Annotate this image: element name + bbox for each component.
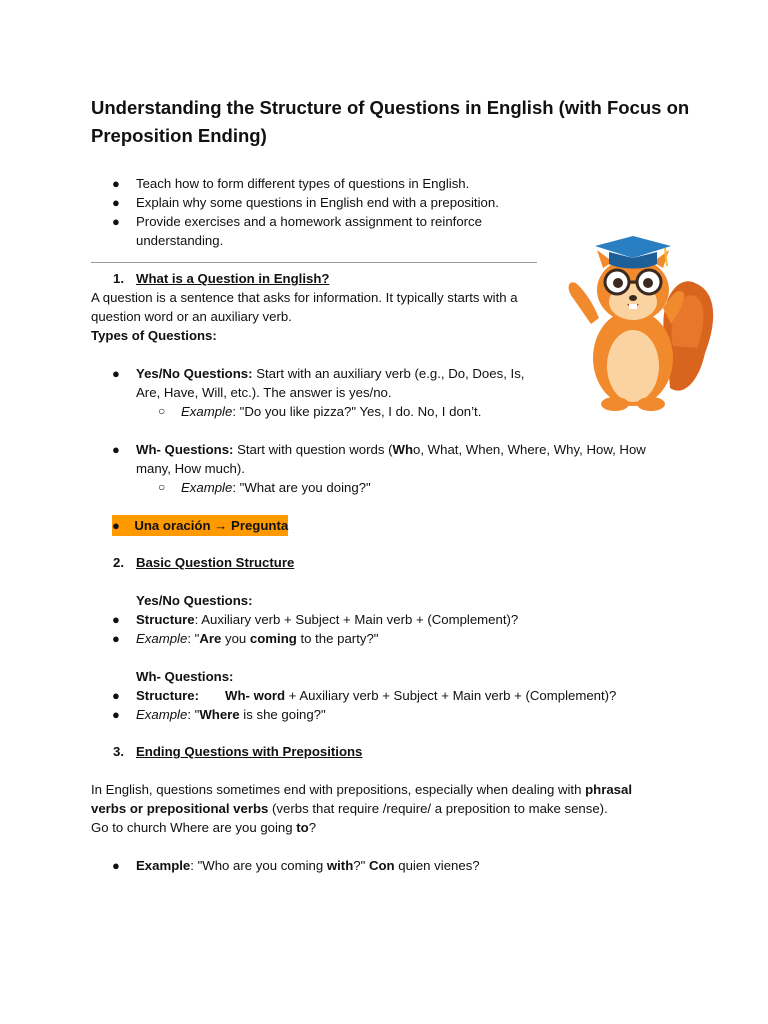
list-item: Example: "Are you coming to the party?": [136, 631, 379, 646]
subheading: Yes/No Questions:: [136, 593, 253, 608]
subheading: Wh- Questions:: [136, 669, 234, 684]
paragraph-line: Go to church Where are you going to?: [91, 820, 317, 835]
horizontal-divider: [91, 262, 537, 263]
bullet-icon: ●: [112, 631, 120, 646]
circle-bullet-icon: ○: [158, 404, 166, 418]
objective-item-continued: understanding.: [136, 233, 224, 248]
bullet-icon: ●: [112, 195, 120, 210]
objective-item: Teach how to form different types of questions in English.: [136, 176, 470, 191]
document-title: Understanding the Structure of Questions in English (with Focus on Preposition Ending): [91, 97, 690, 146]
list-item: Yes/No Questions: Start with an auxiliary verb (e.g., Do, Does, Is,: [136, 366, 525, 381]
section-number: 1.: [113, 271, 124, 286]
highlighted-note: ● Una oración → Pregunta: [112, 515, 288, 536]
list-item-continued: many, How much).: [136, 461, 245, 476]
section-heading: Ending Questions with Prepositions: [136, 744, 363, 759]
paragraph-line: verbs or prepositional verbs (verbs that require /require/ a preposition to make sense).: [91, 801, 608, 816]
list-item-continued: Are, Have, Will, etc.). The answer is yes/no.: [136, 385, 392, 400]
example-line: Example: "What are you doing?": [181, 480, 371, 495]
section-number: 3.: [113, 744, 124, 759]
objective-item: Provide exercises and a homework assignment to reinforce: [136, 214, 482, 229]
bullet-icon: ●: [112, 176, 120, 191]
paragraph-line: question word or an auxiliary verb.: [91, 309, 292, 324]
paragraph-line: A question is a sentence that asks for information. It typically starts with a: [91, 290, 518, 305]
list-item: Example: "Who are you coming with?" Con quien vienes?: [136, 858, 480, 873]
bullet-icon: ●: [112, 612, 120, 627]
subheading: Types of Questions:: [91, 328, 217, 343]
list-item: Structure: Auxiliary verb + Subject + Main verb + (Complement)?: [136, 612, 519, 627]
bullet-icon: ●: [112, 214, 120, 229]
list-item: Structure: Wh- word + Auxiliary verb + Subject + Main verb + (Complement)?: [136, 688, 617, 703]
section-heading: Basic Question Structure: [136, 555, 295, 570]
paragraph-line: In English, questions sometimes end with prepositions, especially when dealing with phrasal: [91, 782, 632, 797]
bullet-icon: ●: [112, 707, 120, 722]
list-item: Wh- Questions: Start with question words (Who, What, When, Where, Why, How, How: [136, 442, 646, 457]
bullet-icon: ●: [112, 858, 120, 873]
objective-item: Explain why some questions in English end with a preposition.: [136, 195, 499, 210]
example-line: Example: "Do you like pizza?" Yes, I do. No, I don’t.: [181, 404, 482, 419]
bullet-icon: ●: [112, 442, 120, 457]
section-number: 2.: [113, 555, 124, 570]
circle-bullet-icon: ○: [158, 480, 166, 494]
squirrel-mascot-icon: [555, 228, 720, 420]
bullet-icon: ●: [112, 366, 120, 381]
section-heading: What is a Question in English?: [136, 271, 330, 286]
list-item: Example: "Where is she going?": [136, 707, 326, 722]
bullet-icon: ●: [112, 688, 120, 703]
